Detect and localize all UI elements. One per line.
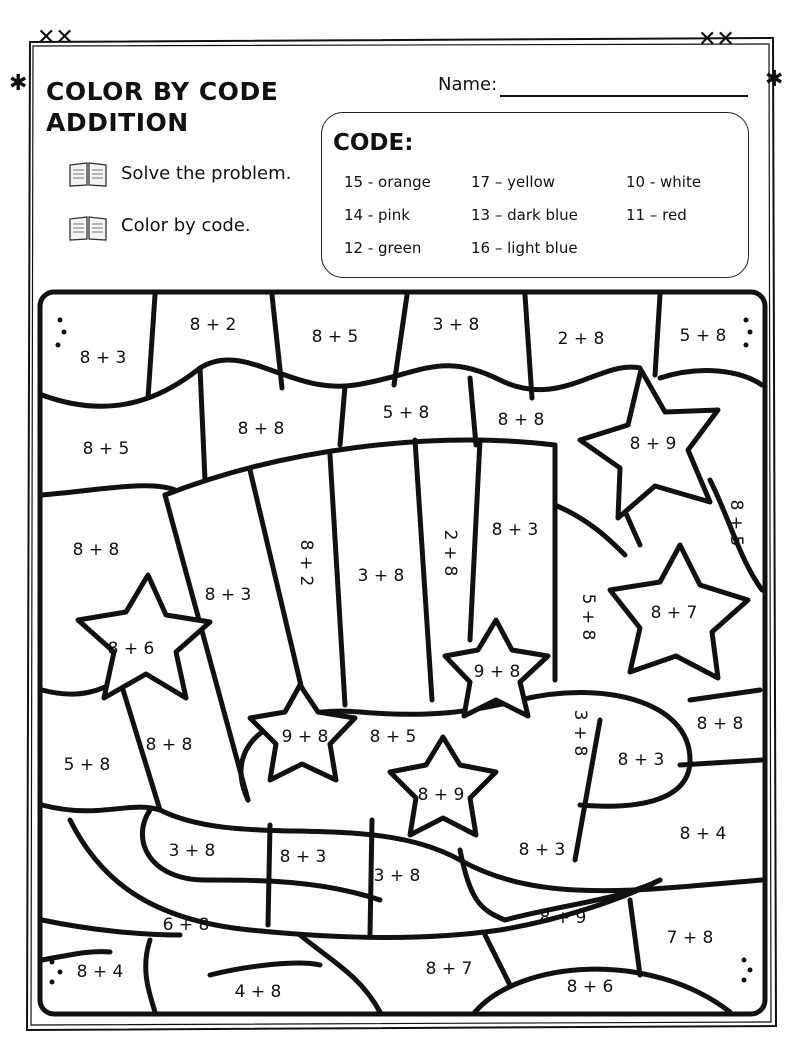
- problem-label: 9 + 8: [281, 727, 329, 747]
- corner-decoration: ✱: [765, 67, 784, 92]
- corner-decoration: ✱: [9, 71, 28, 96]
- problem-label: 6 + 8: [162, 915, 210, 935]
- code-entry: 14 - pink: [344, 206, 410, 224]
- problem-label: 5 + 8: [578, 593, 598, 641]
- problem-label: 8 + 5: [82, 439, 130, 459]
- instruction-color: Color by code.: [121, 215, 251, 236]
- problem-label: 8 + 7: [650, 603, 698, 623]
- problem-label: 8 + 2: [296, 539, 316, 587]
- problem-label: 3 + 8: [373, 866, 421, 886]
- problem-label: 8 + 7: [425, 959, 473, 979]
- code-entry: 11 – red: [626, 206, 687, 224]
- problem-label: 8 + 2: [189, 315, 237, 335]
- worksheet-subtitle: ADDITION: [46, 108, 189, 137]
- problem-label: 8 + 9: [417, 785, 465, 805]
- problem-label: 8 + 6: [107, 639, 155, 659]
- problem-label: 9 + 8: [473, 662, 521, 682]
- problem-label: 8 + 5: [311, 327, 359, 347]
- instruction-solve: Solve the problem.: [121, 163, 292, 184]
- problem-label: 8 + 3: [491, 520, 539, 540]
- problem-label: 8 + 8: [497, 410, 545, 430]
- problem-label: 4 + 8: [234, 982, 282, 1002]
- problem-label: 3 + 8: [168, 841, 216, 861]
- code-entry: 13 – dark blue: [471, 206, 578, 224]
- problem-label: 5 + 8: [63, 755, 111, 775]
- problem-label: 8 + 3: [617, 750, 665, 770]
- problem-label: 8 + 8: [237, 419, 285, 439]
- worksheet-title: COLOR BY CODE: [46, 77, 279, 106]
- problem-label: 8 + 8: [145, 735, 193, 755]
- corner-decoration: ✕✕: [37, 25, 74, 50]
- problem-label: 8 + 4: [679, 824, 727, 844]
- problem-label: 8 + 8: [696, 714, 744, 734]
- problem-label: 2 + 8: [557, 329, 605, 349]
- problem-label: 7 + 8: [666, 928, 714, 948]
- problem-label: 8 + 6: [566, 977, 614, 997]
- problem-label: 8 + 4: [76, 962, 124, 982]
- problem-label: 8 + 3: [518, 840, 566, 860]
- problem-label: 3 + 8: [357, 566, 405, 586]
- problem-label: 3 + 8: [432, 315, 480, 335]
- code-entry: 12 - green: [344, 239, 422, 257]
- problem-label: 8 + 3: [279, 847, 327, 867]
- code-entry: 10 - white: [626, 173, 702, 191]
- problem-label: 8 + 8: [72, 540, 120, 560]
- name-label: Name:: [438, 74, 498, 95]
- corner-decoration: ✕✕: [698, 27, 735, 52]
- code-title: CODE:: [333, 130, 414, 156]
- code-entry: 17 – yellow: [471, 173, 556, 191]
- problem-label: 3 + 8: [570, 709, 590, 757]
- problem-label: 5 + 8: [679, 326, 727, 346]
- problem-label: 8 + 3: [204, 585, 252, 605]
- problem-label: 2 + 8: [440, 529, 460, 577]
- problem-label: 5 + 8: [382, 403, 430, 423]
- problem-label: 8 + 9: [539, 908, 587, 928]
- problem-label: 8 + 5: [369, 727, 417, 747]
- problem-label: 8 + 9: [629, 434, 677, 454]
- code-entry: 16 – light blue: [471, 239, 578, 257]
- problem-label: 8 + 3: [79, 348, 127, 368]
- problem-label: 8 + 5: [726, 499, 746, 547]
- code-entry: 15 - orange: [344, 173, 431, 191]
